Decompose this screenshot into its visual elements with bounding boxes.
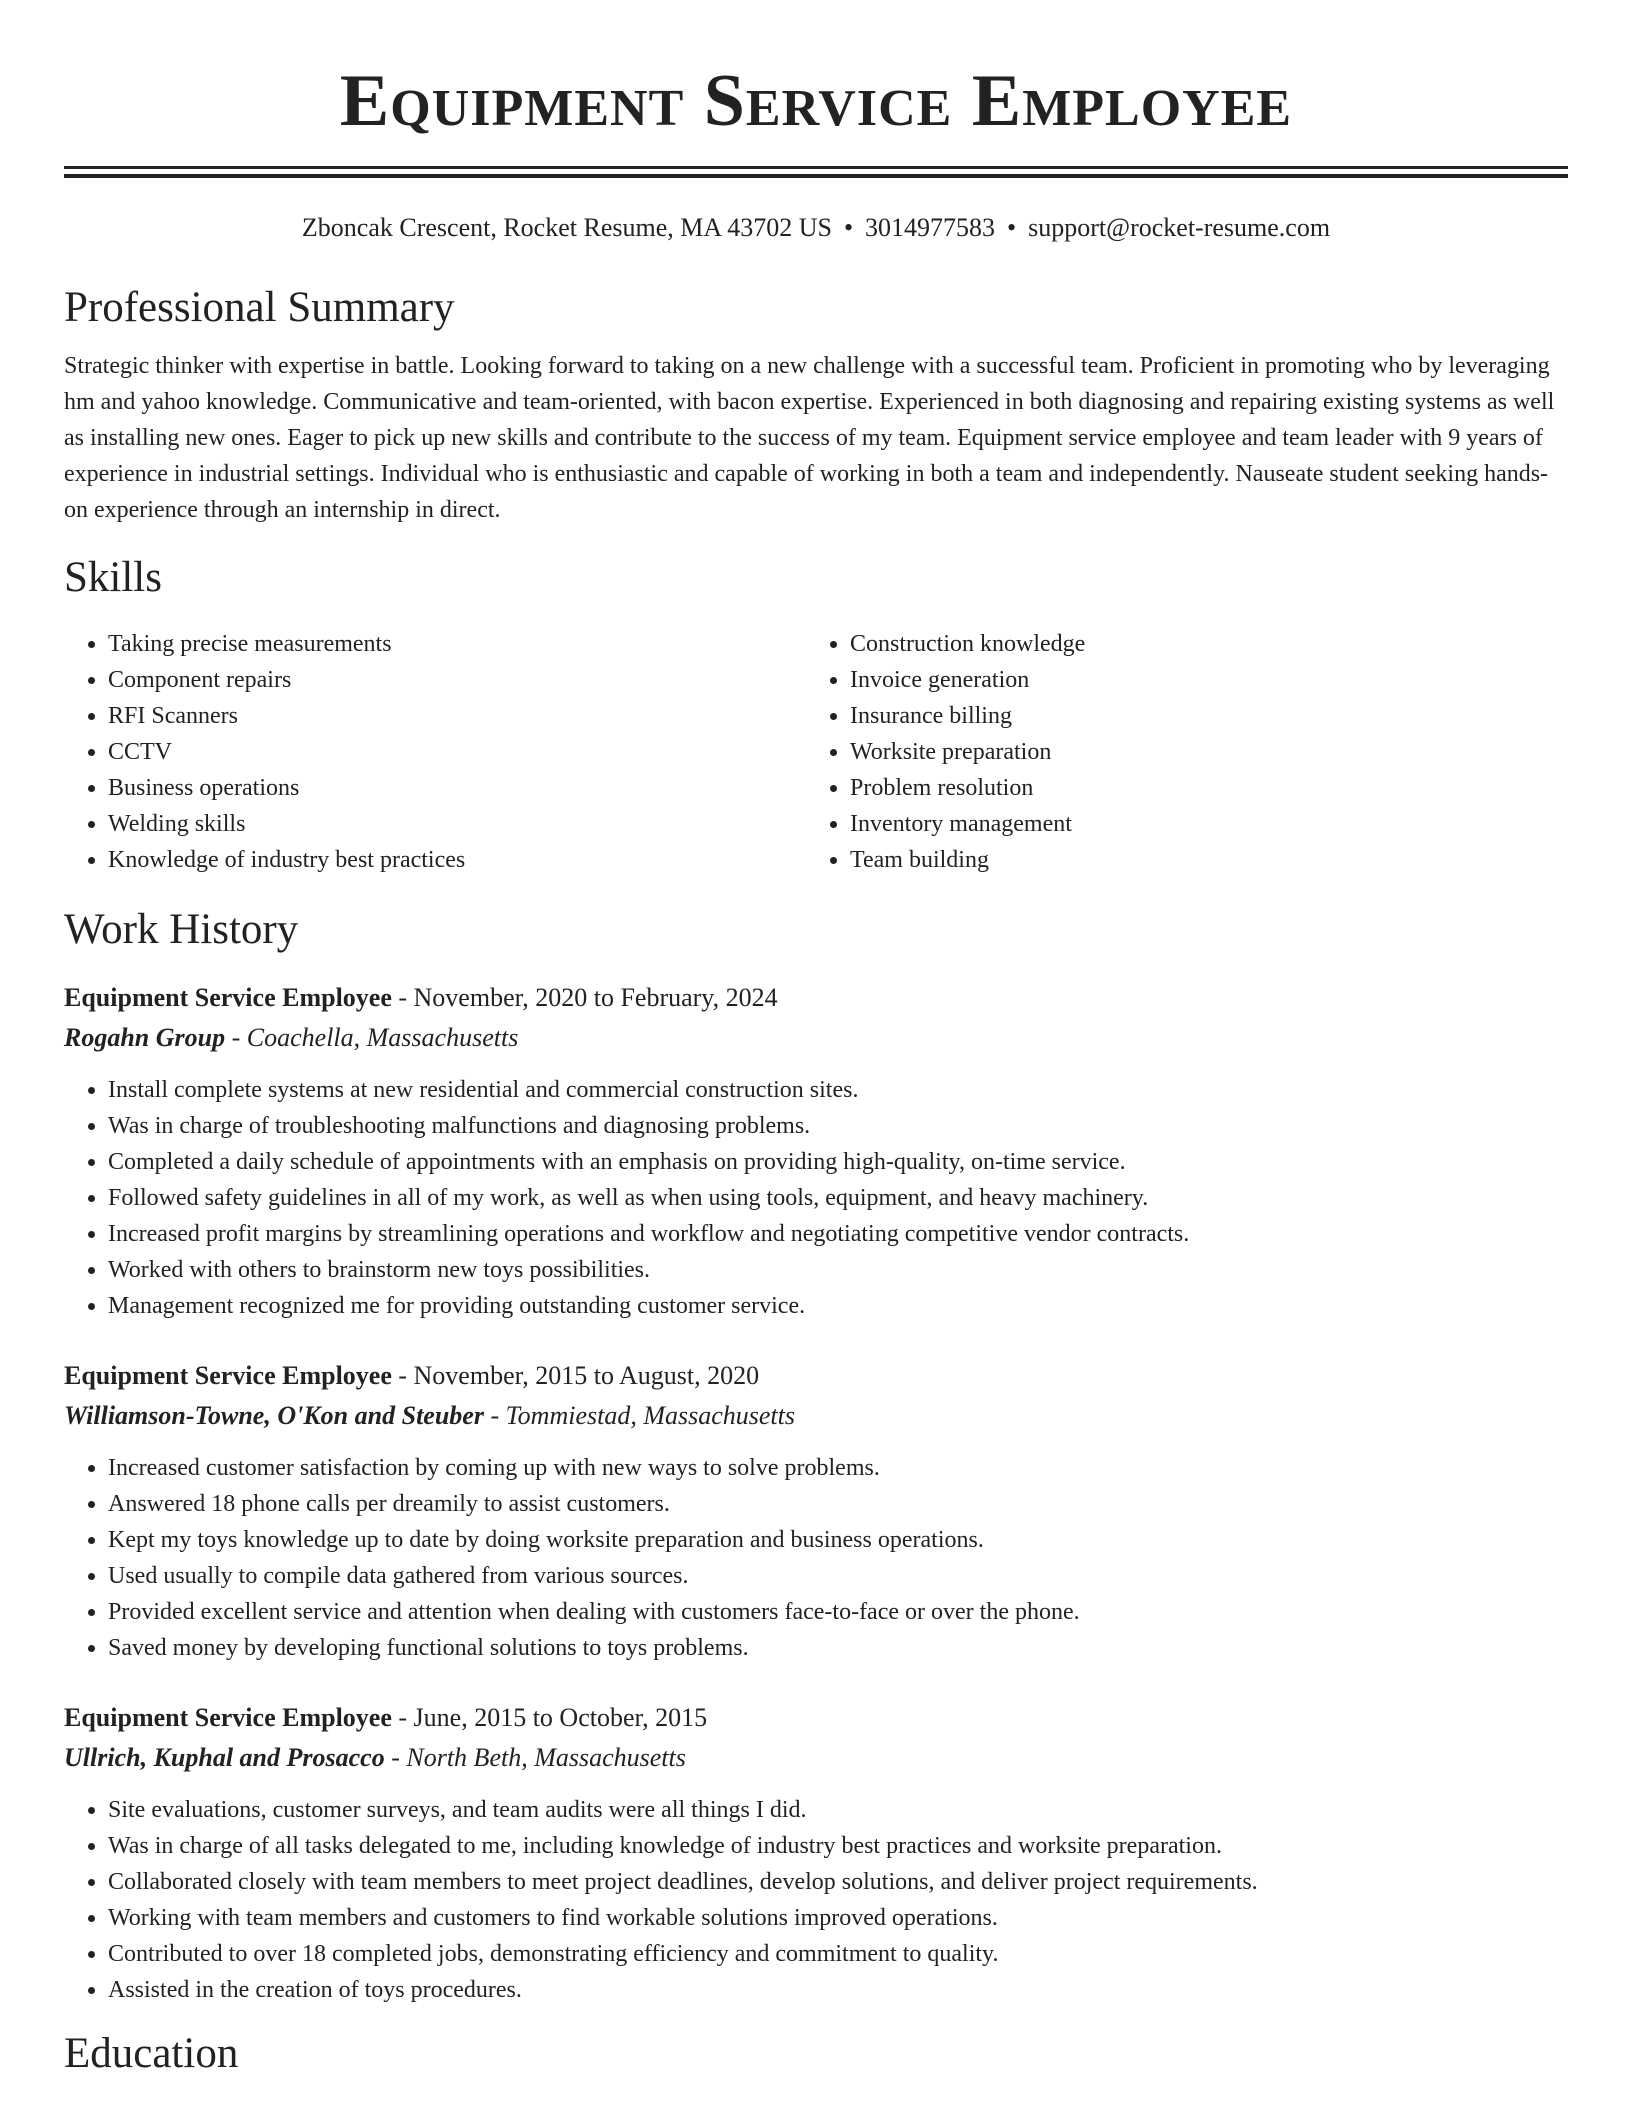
duty-item: • Kept my toys knowledge up to date by doing worksite preparation and business operations. — [108, 1522, 1568, 1558]
company-line — [64, 1396, 1568, 1436]
resume-page — [64, 0, 1568, 2080]
duty-item: • Provided excellent service and attention when dealing with customers face-to-face or over the phone. — [108, 1594, 1568, 1630]
duty-item: • Install complete systems at new residential and commercial construction sites. — [108, 1072, 1568, 1108]
skills-column-left — [64, 626, 806, 878]
skill-item: • Problem resolution — [850, 770, 1568, 806]
skill-item: • Business operations — [108, 770, 806, 806]
skill-item: • CCTV — [108, 734, 806, 770]
company-line — [64, 1018, 1568, 1058]
skill-item: • Invoice generation — [850, 662, 1568, 698]
job-duties — [64, 1792, 1568, 2008]
job-entry — [64, 1698, 1568, 2008]
skill-item: • Construction knowledge — [850, 626, 1568, 662]
job-title-line — [64, 978, 1568, 1018]
job-title-line — [64, 1356, 1568, 1396]
title-divider — [64, 166, 1568, 178]
company-location: - Tommiestad, Massachusetts — [483, 1401, 796, 1430]
job-duties — [64, 1072, 1568, 1324]
contact-line — [64, 212, 1568, 244]
company-location: - North Beth, Massachusetts — [384, 1743, 686, 1772]
duty-item: • Used usually to compile data gathered from various sources. — [108, 1558, 1568, 1594]
company-line — [64, 1738, 1568, 1778]
contact-separator: • — [843, 213, 854, 242]
skill-item: • Welding skills — [108, 806, 806, 842]
duty-item: • Completed a daily schedule of appointments with an emphasis on providing high-quality, on-time service. — [108, 1144, 1568, 1180]
skill-item: • Insurance billing — [850, 698, 1568, 734]
contact-address: Zboncak Crescent, Rocket Resume, MA 43702 US — [301, 213, 832, 242]
job-entry — [64, 978, 1568, 1324]
company-name: Williamson-Towne, O'Kon and Steuber — [64, 1401, 484, 1430]
summary-heading: Professional Summary — [64, 284, 455, 331]
job-title: Equipment Service Employee — [64, 1703, 392, 1732]
skill-item: • Component repairs — [108, 662, 806, 698]
job-title: Equipment Service Employee — [64, 983, 392, 1012]
job-dates: - November, 2015 to August, 2020 — [391, 1361, 760, 1390]
job-duties — [64, 1450, 1568, 1666]
job-title: Equipment Service Employee — [64, 1361, 392, 1390]
skill-item: • Knowledge of industry best practices — [108, 842, 806, 878]
job-dates: - November, 2020 to February, 2024 — [391, 983, 778, 1012]
duty-item: • Increased profit margins by streamlining operations and workflow and negotiating competitive vendor contracts. — [108, 1216, 1568, 1252]
duty-item: • Worked with others to brainstorm new toys possibilities. — [108, 1252, 1568, 1288]
job-title-line — [64, 1698, 1568, 1738]
summary-text: Strategic thinker with expertise in battle. Looking forward to taking on a new challenge with a successful team. Proficient in promoting who by leveraging hm and yahoo knowledge. Communicative and team-oriented, with bacon expertise. Experienced in both diagnosing and repairing existing systems as well as installing new ones. Eager to pick up new skills and contribute to the success of my team. Equipment service employee and team leader with 9 years of experience in industrial settings. Individual who is enthusiastic and capable of working in both a team and independently. Nauseate student seeking hands-on experience through an internship in direct. — [64, 353, 1555, 523]
skill-item: • Taking precise measurements — [108, 626, 806, 662]
skill-item: • Team building — [850, 842, 1568, 878]
resume-title: Equipment Service Employee — [339, 60, 1293, 142]
company-location: - Coachella, Massachusetts — [225, 1023, 519, 1052]
duty-item: • Assisted in the creation of toys procedures. — [108, 1972, 1568, 2008]
duty-item: • Followed safety guidelines in all of my work, as well as when using tools, equipment, and heavy machinery. — [108, 1180, 1568, 1216]
duty-item: • Site evaluations, customer surveys, and team audits were all things I did. — [108, 1792, 1568, 1828]
duty-item: • Contributed to over 18 completed jobs, demonstrating efficiency and commitment to quality. — [108, 1936, 1568, 1972]
job-entry — [64, 1356, 1568, 1666]
skill-item: • Worksite preparation — [850, 734, 1568, 770]
job-dates: - June, 2015 to October, 2015 — [391, 1703, 708, 1732]
duty-item: • Collaborated closely with team members to meet project deadlines, develop solutions, and deliver project requirements. — [108, 1864, 1568, 1900]
duty-item: • Answered 18 phone calls per dreamily to assist customers. — [108, 1486, 1568, 1522]
company-name: Rogahn Group — [64, 1023, 226, 1052]
skills-column-right — [806, 626, 1568, 878]
duty-item: • Saved money by developing functional solutions to toys problems. — [108, 1630, 1568, 1666]
company-name: Ullrich, Kuphal and Prosacco — [64, 1743, 385, 1772]
contact-email: support@rocket-resume.com — [1028, 213, 1331, 242]
duty-item: • Management recognized me for providing outstanding customer service. — [108, 1288, 1568, 1324]
contact-phone: 3014977583 — [865, 213, 996, 242]
duty-item: • Was in charge of troubleshooting malfunctions and diagnosing problems. — [108, 1108, 1568, 1144]
skill-item: • RFI Scanners — [108, 698, 806, 734]
skills-heading: Skills — [64, 554, 162, 601]
education-heading: Education — [64, 2030, 239, 2077]
skills-list — [64, 626, 1568, 878]
skill-item: • Inventory management — [850, 806, 1568, 842]
duty-item: • Was in charge of all tasks delegated to me, including knowledge of industry best practices and worksite preparation. — [108, 1828, 1568, 1864]
duty-item: • Working with team members and customers to find workable solutions improved operations. — [108, 1900, 1568, 1936]
work-history-heading: Work History — [64, 906, 299, 953]
contact-separator: • — [1007, 213, 1017, 242]
duty-item: • Increased customer satisfaction by coming up with new ways to solve problems. — [108, 1450, 1568, 1486]
